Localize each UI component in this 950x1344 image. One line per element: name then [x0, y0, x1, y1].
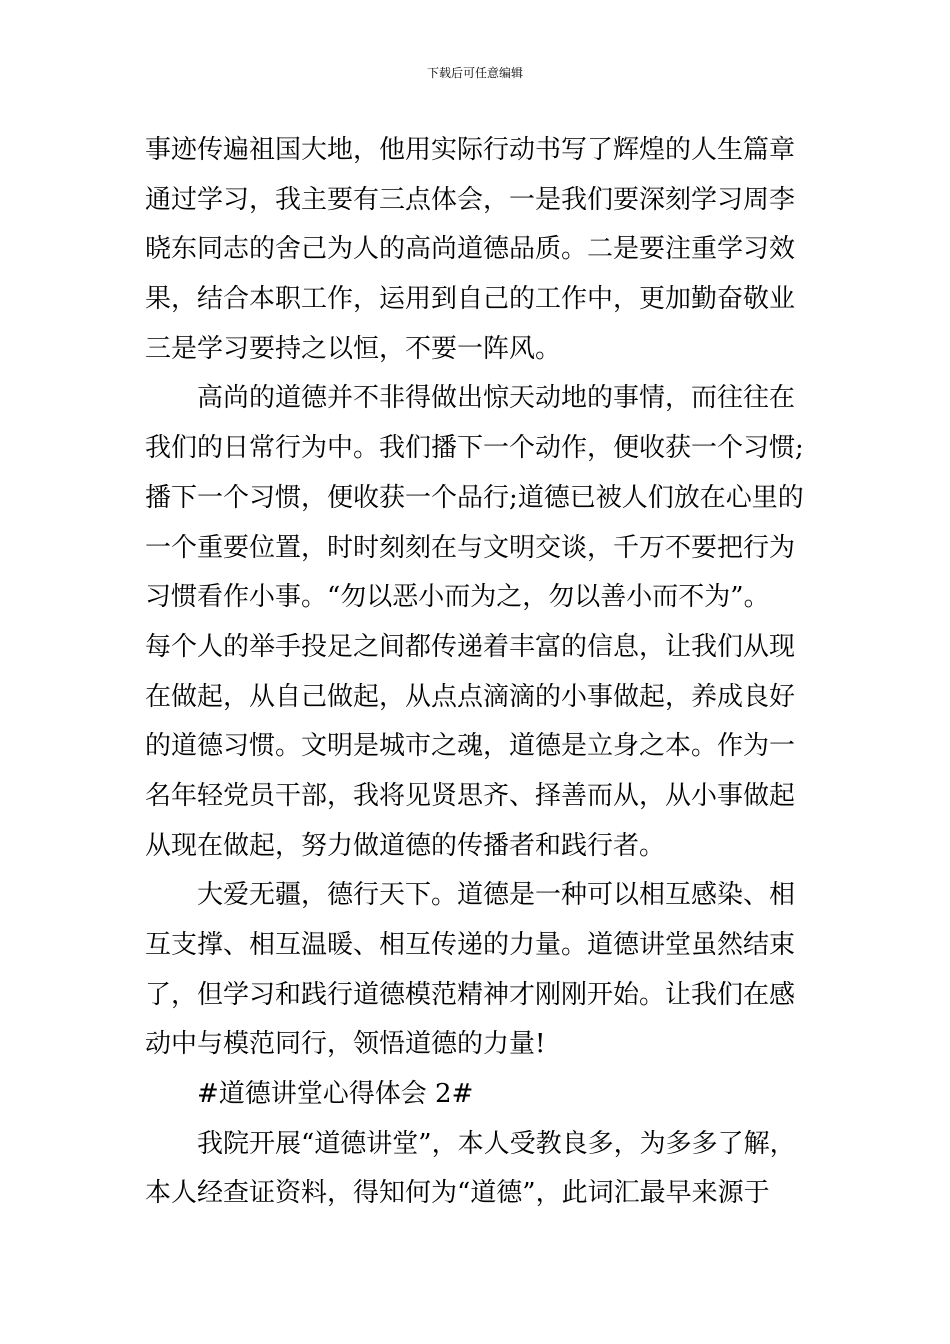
text-line: 大爱无疆，德行天下。道德是一种可以相互感染、相 — [197, 880, 796, 911]
section-heading-text: #道德讲堂心得体会 2# — [197, 1079, 474, 1110]
paragraph-3 — [145, 871, 825, 1070]
text-line: 习惯看作小事。“勿以恶小而为之，勿以善小而不为”。 — [145, 582, 770, 613]
paragraph-1 — [145, 126, 825, 374]
text-line: 通过学习，我主要有三点体会，一是我们要深刻学习周李 — [145, 184, 796, 215]
text-line: 晓东同志的舍己为人的高尚道德品质。二是要注重学习效 — [145, 234, 796, 265]
page-header: 下载后可任意编辑 — [426, 66, 523, 80]
document-body — [145, 126, 825, 1219]
text-line: 高尚的道德并不非得做出惊天动地的事情，而往往在 — [197, 383, 796, 414]
text-line: 三是学习要持之以恒，不要一阵风。 — [145, 333, 562, 364]
paragraph-5 — [145, 1120, 825, 1219]
text-line: 我们的日常行为中。我们播下一个动作，便收获一个习惯; — [145, 433, 804, 464]
text-line: 一个重要位置，时时刻刻在与文明交谈，千万不要把行为 — [145, 532, 796, 563]
text-line: 事迹传遍祖国大地，他用实际行动书写了辉煌的人生篇章 — [145, 135, 796, 165]
text-line: 在做起，从自己做起，从点点滴滴的小事做起，养成良好 — [145, 681, 796, 712]
text-line: 果，结合本职工作，运用到自己的工作中，更加勤奋敬业 — [145, 284, 796, 315]
text-line: 播下一个习惯，便收获一个品行;道德已被人们放在心里的 — [145, 482, 804, 513]
text-line: 的道德习惯。文明是城市之魂，道德是立身之本。作为一 — [145, 731, 796, 762]
text-line: 我院开展“道德讲堂”，本人受教良多，为多多了解， — [197, 1128, 796, 1159]
text-line: 互支撑、相互温暖、相互传递的力量。道德讲堂虽然结束 — [145, 930, 796, 960]
text-line: 每个人的举手投足之间都传递着丰富的信息，让我们从现 — [145, 631, 796, 662]
text-line: 从现在做起，努力做道德的传播者和践行者。 — [145, 830, 666, 861]
section-heading — [145, 1070, 825, 1120]
text-line: 了，但学习和践行道德模范精神才刚刚开始。让我们在感 — [145, 979, 796, 1010]
text-line: 动中与模范同行，领悟道德的力量! — [145, 1029, 546, 1060]
text-line: 名年轻党员干部，我将见贤思齐、择善而从，从小事做起 — [145, 780, 796, 811]
text-line: 本人经查证资料，得知何为“道德”，此词汇最早来源于 — [145, 1178, 770, 1209]
paragraph-2 — [145, 374, 825, 871]
